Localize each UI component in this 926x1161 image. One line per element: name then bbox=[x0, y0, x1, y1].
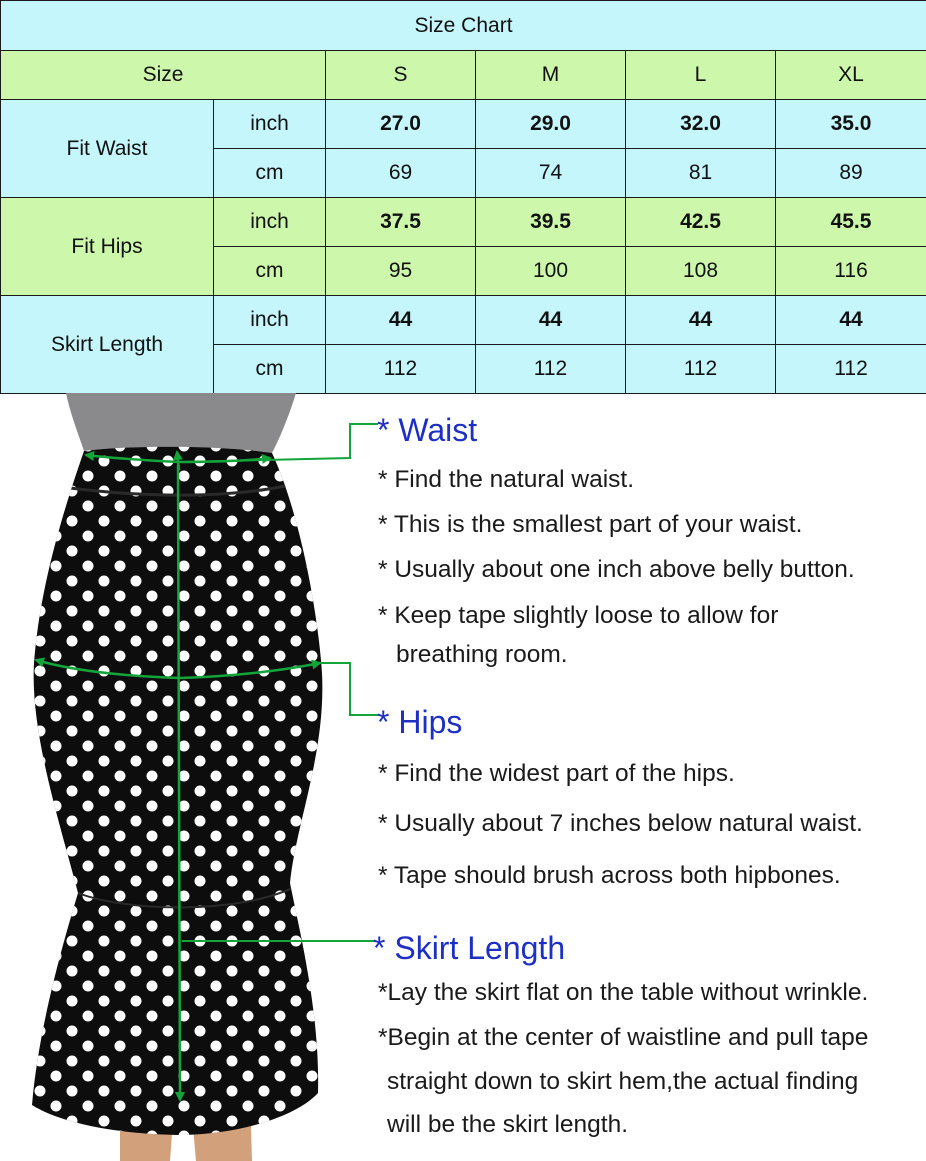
table-cell: 112 bbox=[326, 345, 476, 394]
size-header-xl: XL bbox=[776, 51, 926, 100]
table-cell: 27.0 bbox=[326, 100, 476, 149]
table-cell: 95 bbox=[326, 247, 476, 296]
size-header-s: S bbox=[326, 51, 476, 100]
unit-label: cm bbox=[214, 345, 326, 394]
size-header-label: Size bbox=[1, 51, 326, 100]
table-cell: 100 bbox=[476, 247, 626, 296]
waist-tip-4-cont: breathing room. bbox=[396, 641, 568, 668]
table-cell: 74 bbox=[476, 149, 626, 198]
waist-tip-1: * Find the natural waist. bbox=[378, 466, 635, 493]
table-cell: 116 bbox=[776, 247, 926, 296]
length-tip-2-end: will be the skirt length. bbox=[387, 1111, 629, 1138]
size-chart bbox=[0, 0, 926, 393]
skirt-photo bbox=[0, 393, 350, 1161]
table-cell: 44 bbox=[476, 296, 626, 345]
table-cell: 112 bbox=[476, 345, 626, 394]
waist-tip-4: * Keep tape slightly loose to allow for bbox=[378, 602, 779, 629]
table-cell: 42.5 bbox=[626, 198, 776, 247]
size-chart-table bbox=[0, 0, 926, 394]
size-chart-title: Size Chart bbox=[1, 1, 926, 51]
table-cell: 39.5 bbox=[476, 198, 626, 247]
table-cell: 112 bbox=[776, 345, 926, 394]
length-tip-2: *Begin at the center of waistline and pull tape bbox=[378, 1024, 869, 1051]
table-cell: 108 bbox=[626, 247, 776, 296]
measurement-name-waist: Fit Waist bbox=[1, 100, 214, 198]
table-cell: 37.5 bbox=[326, 198, 476, 247]
unit-label: inch bbox=[214, 100, 326, 149]
table-cell: 32.0 bbox=[626, 100, 776, 149]
unit-label: cm bbox=[214, 247, 326, 296]
table-cell: 69 bbox=[326, 149, 476, 198]
length-tip-1: *Lay the skirt flat on the table without wrinkle. bbox=[378, 979, 869, 1006]
table-cell: 44 bbox=[626, 296, 776, 345]
hips-heading: * Hips bbox=[377, 704, 463, 740]
hips-tip-3: * Tape should brush across both hipbones. bbox=[378, 862, 841, 889]
unit-label: inch bbox=[214, 296, 326, 345]
waist-heading: * Waist bbox=[377, 412, 478, 448]
size-header-m: M bbox=[476, 51, 626, 100]
table-cell: 35.0 bbox=[776, 100, 926, 149]
hips-tip-1: * Find the widest part of the hips. bbox=[378, 760, 735, 787]
table-cell: 89 bbox=[776, 149, 926, 198]
table-cell: 29.0 bbox=[476, 100, 626, 149]
length-heading: * Skirt Length bbox=[373, 930, 566, 966]
unit-label: inch bbox=[214, 198, 326, 247]
measurement-name-length: Skirt Length bbox=[1, 296, 214, 394]
measurement-name-hips: Fit Hips bbox=[1, 198, 214, 296]
length-tip-2-cont: straight down to skirt hem,the actual finding bbox=[387, 1068, 859, 1095]
table-cell: 45.5 bbox=[776, 198, 926, 247]
gray-top bbox=[66, 393, 296, 453]
table-cell: 112 bbox=[626, 345, 776, 394]
table-cell: 44 bbox=[776, 296, 926, 345]
hips-tip-2: * Usually about 7 inches below natural waist. bbox=[378, 810, 863, 837]
size-header-l: L bbox=[626, 51, 776, 100]
unit-label: cm bbox=[214, 149, 326, 198]
waist-tip-2: * This is the smallest part of your waist. bbox=[378, 511, 803, 538]
table-cell: 81 bbox=[626, 149, 776, 198]
waist-tip-3: * Usually about one inch above belly button. bbox=[378, 556, 855, 583]
table-cell: 44 bbox=[326, 296, 476, 345]
